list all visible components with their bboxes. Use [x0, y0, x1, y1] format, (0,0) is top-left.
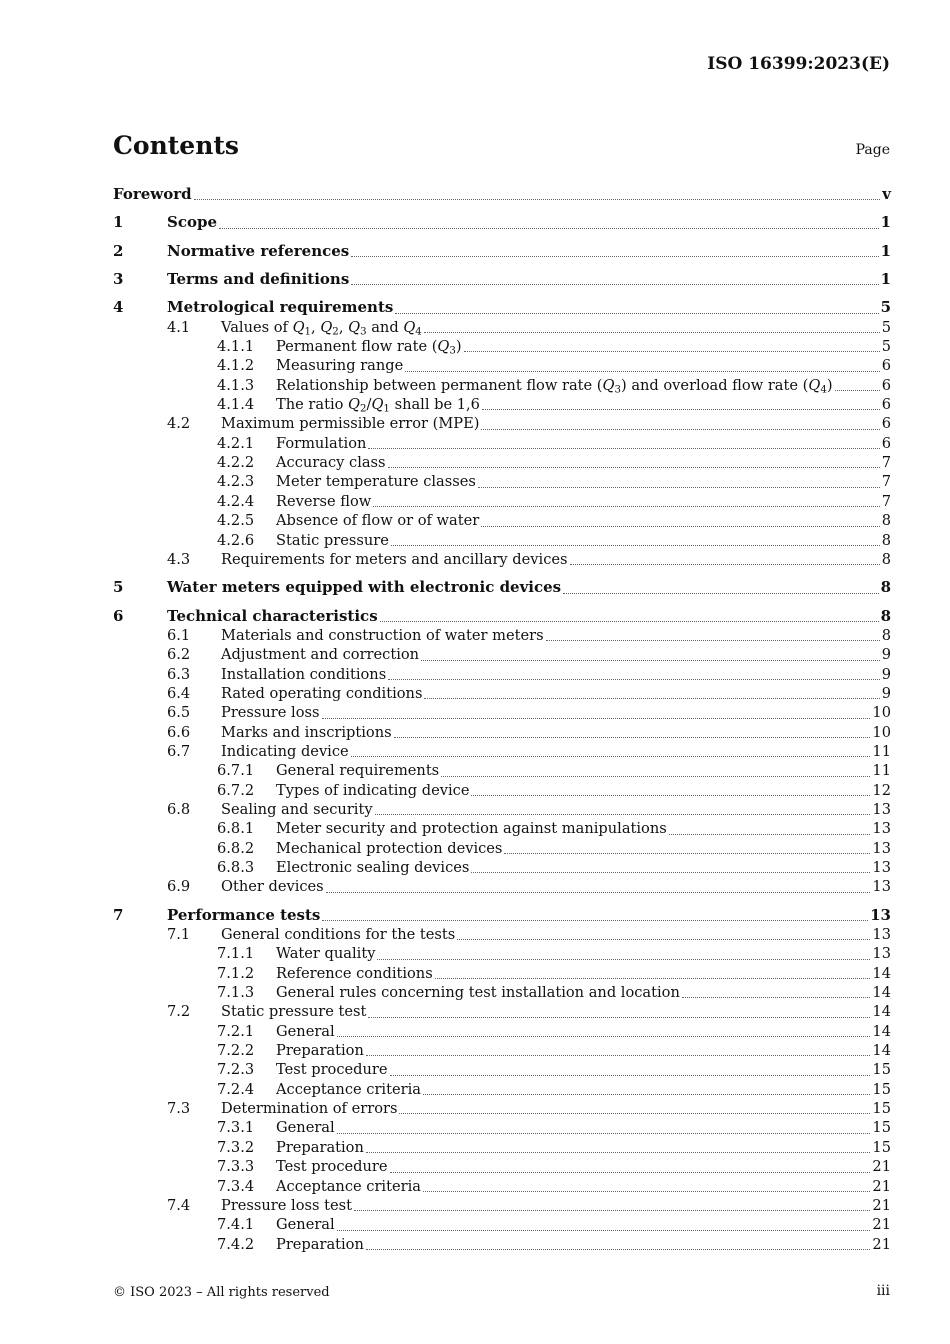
dot-leader — [423, 1094, 870, 1095]
toc-entry-number: 4.2.2 — [217, 454, 255, 472]
toc-entry-title: Reference conditions — [276, 964, 433, 982]
dot-leader — [457, 939, 870, 940]
toc-entry-page: 14 — [872, 1022, 891, 1040]
toc-entry[interactable] — [113, 376, 891, 395]
toc-entry-number: 4.1 — [167, 318, 191, 336]
dot-leader — [368, 448, 879, 449]
toc-entry-title: Meter security and protection against manipulations — [276, 820, 667, 838]
toc-entry[interactable] — [113, 858, 891, 877]
dot-leader — [835, 390, 880, 391]
toc-entry-number: 7.3.1 — [217, 1119, 255, 1137]
dot-leader — [471, 795, 870, 796]
toc-entry-number: 7.3.3 — [217, 1158, 255, 1176]
toc-entry-number: 6.7 — [167, 742, 191, 760]
toc-entry-page: 1 — [880, 241, 891, 260]
toc-entry-page: 15 — [872, 1138, 891, 1156]
toc-entry-page: 8 — [881, 512, 891, 530]
toc-entry-page: 8 — [881, 550, 891, 568]
toc-entry[interactable] — [113, 298, 891, 317]
dot-leader — [366, 1249, 871, 1250]
toc-entry-title: Acceptance criteria — [276, 1080, 421, 1098]
document-id: ISO 16399:2023(E) — [707, 54, 890, 74]
toc-entry-title: General — [276, 1022, 335, 1040]
dot-leader — [481, 526, 879, 527]
toc-entry-page: 13 — [872, 839, 891, 857]
toc-entry[interactable] — [113, 1041, 891, 1060]
toc-entry-title: Preparation — [276, 1138, 364, 1156]
dot-leader — [424, 332, 880, 333]
dot-leader — [219, 228, 879, 229]
toc-entry-number: 4.2.6 — [217, 531, 255, 549]
toc-entry-number: 4.2 — [167, 415, 191, 433]
contents-heading: Contents — [113, 131, 240, 160]
toc-entry[interactable] — [113, 1002, 891, 1021]
dot-leader — [423, 1191, 870, 1192]
toc-entry-page: 9 — [881, 665, 891, 683]
toc-entry-number: 7.3.2 — [217, 1138, 255, 1156]
toc-entry-title: Accuracy class — [276, 454, 386, 472]
toc-entry-page: 7 — [881, 473, 891, 491]
toc-entry[interactable] — [113, 337, 891, 356]
dot-leader — [375, 814, 871, 815]
toc-entry-title: Indicating device — [221, 742, 349, 760]
toc-entry[interactable] — [113, 1177, 891, 1196]
dot-leader — [504, 853, 870, 854]
toc-entry[interactable] — [113, 550, 891, 569]
dot-leader — [337, 1230, 871, 1231]
toc-entry-page: 8 — [880, 606, 891, 625]
toc-entry-number: 7.1.3 — [217, 984, 255, 1002]
toc-entry-title: Mechanical protection devices — [276, 839, 503, 857]
toc-entry-title: Rated operating conditions — [221, 684, 423, 702]
toc-entry-page: 15 — [872, 1100, 891, 1118]
toc-entry-title: Performance tests — [167, 905, 321, 924]
toc-entry[interactable] — [113, 213, 891, 232]
dot-leader — [326, 892, 871, 893]
toc-entry[interactable] — [113, 645, 891, 664]
toc-entry-number: 7 — [113, 905, 124, 924]
toc-entry-number: 7.2.4 — [217, 1080, 255, 1098]
dot-leader — [373, 506, 879, 507]
toc-entry[interactable] — [113, 906, 891, 925]
toc-entry-title: Pressure loss test — [221, 1196, 352, 1214]
dot-leader — [337, 1036, 871, 1037]
toc-entry-number: 7.3.4 — [217, 1177, 255, 1195]
toc-entry-page: 6 — [881, 357, 891, 375]
dot-leader — [322, 920, 868, 921]
toc-entry-page: 13 — [872, 800, 891, 818]
toc-entry-title: General conditions for the tests — [221, 926, 456, 944]
dot-leader — [194, 199, 881, 200]
toc-entry-page: 6 — [881, 376, 891, 394]
toc-entry-title: Reverse flow — [276, 492, 372, 510]
toc-entry[interactable] — [113, 185, 891, 204]
toc-entry-title: Pressure loss — [221, 704, 320, 722]
toc-entry-page: 5 — [880, 298, 891, 317]
dot-leader — [481, 429, 879, 430]
toc-entry[interactable] — [113, 318, 891, 337]
toc-entry-page: v — [882, 185, 891, 203]
toc-entry[interactable] — [113, 626, 891, 645]
toc-entry-title: Test procedure — [276, 1158, 388, 1176]
toc-entry-number: 4.1.2 — [217, 357, 255, 375]
toc-entry-number: 6.8.1 — [217, 820, 255, 838]
toc-entry-number: 7.4.1 — [217, 1216, 255, 1234]
toc-entry[interactable] — [113, 472, 891, 491]
toc-entry-title: General rules concerning test installation and location — [276, 984, 680, 1002]
toc-entry[interactable] — [113, 270, 891, 289]
toc-entry-title: The ratio $Q_2/Q_1$ shall be 1,6 — [276, 396, 480, 415]
toc-entry-title: General — [276, 1216, 335, 1234]
dot-leader — [368, 1017, 870, 1018]
dot-leader — [388, 467, 880, 468]
toc-entry-title: Water quality — [276, 945, 376, 963]
toc-entry-page: 21 — [872, 1235, 891, 1253]
dot-leader — [366, 1152, 871, 1153]
toc-entry-page: 11 — [872, 742, 891, 760]
toc-entry-page: 13 — [872, 820, 891, 838]
toc-entry-number: 6.7.1 — [217, 762, 255, 780]
toc-entry-title: Preparation — [276, 1235, 364, 1253]
toc-entry[interactable] — [113, 665, 891, 684]
toc-entry-title: Absence of flow or of water — [276, 512, 480, 530]
toc-entry-title: Values of $Q_1$, $Q_2$, $Q_3$ and $Q_4$ — [221, 318, 422, 338]
toc-entry-title: Water meters equipped with electronic devices — [167, 578, 562, 597]
toc-entry-title: Metrological requirements — [167, 298, 394, 317]
dot-leader — [394, 737, 871, 738]
toc-entry[interactable] — [113, 511, 891, 530]
toc-entry-page: 21 — [872, 1158, 891, 1176]
toc-entry[interactable] — [113, 944, 891, 963]
toc-entry-title: Measuring range — [276, 357, 404, 375]
toc-entry-title: Maximum permissible error (MPE) — [221, 415, 480, 433]
toc-entry-number: 4.2.5 — [217, 512, 255, 530]
toc-entry-page: 8 — [880, 578, 891, 597]
dot-leader — [380, 621, 879, 622]
toc-entry-title: Adjustment and correction — [221, 646, 420, 664]
toc-entry[interactable] — [113, 1099, 891, 1118]
toc-entry[interactable] — [113, 1080, 891, 1099]
toc-entry-page: 7 — [881, 492, 891, 510]
toc-entry[interactable] — [113, 578, 891, 597]
toc-entry-number: 7.4 — [167, 1196, 191, 1214]
toc-entry[interactable] — [113, 1196, 891, 1215]
toc-entry-number: 6.9 — [167, 878, 191, 896]
page-number: iii — [876, 1283, 890, 1299]
toc-entry[interactable] — [113, 434, 891, 453]
dot-leader — [424, 698, 879, 699]
toc-entry-number: 4.2.1 — [217, 434, 255, 452]
toc-entry-title: Relationship between permanent flow rate $(Q_3)$ and overload flow rate $(Q_4)$ — [276, 376, 833, 396]
toc-entry-number: 7.1.2 — [217, 964, 255, 982]
toc-entry-page: 14 — [872, 1003, 891, 1021]
toc-entry-number: 4.2.3 — [217, 473, 255, 491]
toc-entry-page: 9 — [881, 684, 891, 702]
toc-entry-number: 6.1 — [167, 626, 191, 644]
toc-entry[interactable] — [113, 684, 891, 703]
toc-entry-page: 13 — [872, 926, 891, 944]
toc-entry-page: 13 — [872, 945, 891, 963]
toc-entry-title: Normative references — [167, 241, 350, 260]
toc-entry-title: Requirements for meters and ancillary devices — [221, 550, 568, 568]
toc-entry[interactable] — [113, 453, 891, 472]
toc-entry-title: Other devices — [221, 878, 324, 896]
table-of-contents — [113, 185, 891, 1254]
toc-entry[interactable] — [113, 607, 891, 626]
toc-entry[interactable] — [113, 800, 891, 819]
dot-leader — [478, 487, 880, 488]
toc-entry-title: Static pressure — [276, 531, 389, 549]
toc-entry[interactable] — [113, 414, 891, 433]
dot-leader — [390, 1075, 871, 1076]
toc-entry-number: 6.3 — [167, 665, 191, 683]
toc-entry[interactable] — [113, 1215, 891, 1234]
toc-entry[interactable] — [113, 781, 891, 800]
toc-entry[interactable] — [113, 723, 891, 742]
toc-entry-page: 12 — [872, 781, 891, 799]
dot-leader — [435, 978, 871, 979]
dot-leader — [405, 371, 879, 372]
toc-entry-number: 4.3 — [167, 550, 191, 568]
toc-entry[interactable] — [113, 1118, 891, 1137]
toc-entry-number: 7.1 — [167, 926, 191, 944]
toc-entry[interactable] — [113, 1022, 891, 1041]
toc-entry-number: 5 — [113, 578, 124, 597]
toc-entry[interactable] — [113, 761, 891, 780]
toc-entry-number: 4.1.3 — [217, 376, 255, 394]
toc-entry-page: 21 — [872, 1196, 891, 1214]
toc-entry[interactable] — [113, 1157, 891, 1176]
toc-entry[interactable] — [113, 492, 891, 511]
toc-entry-page: 11 — [872, 762, 891, 780]
dot-leader — [377, 959, 870, 960]
copyright-notice: © ISO 2023 – All rights reserved — [113, 1285, 330, 1300]
toc-entry[interactable] — [113, 1060, 891, 1079]
toc-entry-number: 6.5 — [167, 704, 191, 722]
toc-entry-title: Scope — [167, 213, 218, 232]
toc-entry[interactable] — [113, 839, 891, 858]
toc-entry-page: 15 — [872, 1080, 891, 1098]
dot-leader — [570, 564, 880, 565]
toc-entry-page: 5 — [881, 338, 891, 356]
toc-entry-page: 10 — [872, 704, 891, 722]
dot-leader — [351, 256, 878, 257]
toc-entry-number: 6.8.2 — [217, 839, 255, 857]
dot-leader — [471, 872, 870, 873]
dot-leader — [322, 718, 871, 719]
toc-entry[interactable] — [113, 819, 891, 838]
toc-entry[interactable] — [113, 925, 891, 944]
toc-entry-title: Installation conditions — [221, 665, 387, 683]
toc-entry-page: 14 — [872, 984, 891, 1002]
toc-entry-number: 4.1.1 — [217, 338, 255, 356]
dot-leader — [546, 640, 880, 641]
toc-entry[interactable] — [113, 964, 891, 983]
toc-entry-page: 13 — [872, 878, 891, 896]
toc-entry[interactable] — [113, 531, 891, 550]
toc-entry-title: Acceptance criteria — [276, 1177, 421, 1195]
toc-entry-number: 7.1.1 — [217, 945, 255, 963]
toc-entry-number: 6.4 — [167, 684, 191, 702]
toc-entry-page: 1 — [880, 213, 891, 232]
toc-entry-page: 14 — [872, 964, 891, 982]
toc-entry-number: 4 — [113, 298, 124, 317]
toc-entry-number: 6.6 — [167, 723, 191, 741]
dot-leader — [354, 1210, 870, 1211]
toc-entry-page: 21 — [872, 1216, 891, 1234]
dot-leader — [421, 660, 880, 661]
toc-entry-title: Determination of errors — [221, 1100, 398, 1118]
toc-entry-page: 9 — [881, 646, 891, 664]
toc-entry-page: 13 — [872, 859, 891, 876]
toc-entry-number: 4.1.4 — [217, 396, 255, 414]
dot-leader — [669, 834, 871, 835]
page-column-label: Page — [855, 142, 890, 158]
toc-entry-page: 15 — [872, 1061, 891, 1079]
toc-entry-number: 7.2 — [167, 1003, 191, 1021]
toc-entry-number: 7.2.3 — [217, 1061, 255, 1079]
toc-entry-page: 8 — [881, 531, 891, 549]
toc-entry-title: Permanent flow rate $(Q_3)$ — [276, 338, 462, 357]
toc-entry-page: 10 — [872, 723, 891, 741]
dot-leader — [682, 997, 871, 998]
toc-entry-page: 6 — [881, 415, 891, 433]
toc-entry-page: 13 — [870, 905, 891, 924]
toc-entry-title: Technical characteristics — [167, 606, 378, 625]
dot-leader — [441, 776, 870, 777]
toc-entry-title: Foreword — [113, 185, 192, 203]
toc-entry-number: 3 — [113, 270, 124, 289]
toc-entry-title: Test procedure — [276, 1061, 388, 1079]
toc-entry[interactable] — [113, 242, 891, 261]
toc-entry[interactable] — [113, 395, 891, 414]
toc-entry-number: 7.2.2 — [217, 1042, 255, 1060]
toc-entry-title: Marks and inscriptions — [221, 723, 392, 741]
dot-leader — [388, 679, 880, 680]
dot-leader — [351, 284, 878, 285]
toc-entry[interactable] — [113, 983, 891, 1002]
dot-leader — [395, 313, 878, 314]
toc-entry-number: 2 — [113, 241, 124, 260]
toc-entry-page: 21 — [872, 1177, 891, 1195]
toc-entry-title: Sealing and security — [221, 800, 373, 818]
toc-entry-number: 6.2 — [167, 646, 191, 664]
toc-entry-number: 7.4.2 — [217, 1235, 255, 1253]
toc-entry-number: 6.8 — [167, 800, 191, 818]
toc-entry[interactable] — [113, 703, 891, 722]
toc-entry-title: Static pressure test — [221, 1003, 367, 1021]
toc-entry-page: 5 — [881, 318, 891, 336]
toc-entry-title: Preparation — [276, 1042, 364, 1060]
toc-entry[interactable] — [113, 877, 891, 896]
toc-entry-page: 6 — [881, 434, 891, 452]
dot-leader — [390, 1172, 871, 1173]
toc-entry-title: Electronic sealing devices — [276, 859, 470, 876]
toc-entry-number: 7.3 — [167, 1100, 191, 1118]
toc-entry-number: 7.2.1 — [217, 1022, 255, 1040]
toc-entry-page: 1 — [880, 270, 891, 289]
toc-entry-page: 6 — [881, 396, 891, 414]
toc-entry-title: Types of indicating device — [276, 781, 470, 799]
toc-entry-title: General requirements — [276, 762, 440, 780]
toc-entry-page: 7 — [881, 454, 891, 472]
toc-entry-number: 6 — [113, 606, 124, 625]
dot-leader — [399, 1113, 870, 1114]
dot-leader — [464, 351, 880, 352]
toc-entry-title: Formulation — [276, 434, 367, 452]
toc-entry-number: 6.8.3 — [217, 859, 255, 876]
toc-entry-number: 6.7.2 — [217, 781, 255, 799]
dot-leader — [563, 593, 878, 594]
toc-entry-number: 4.2.4 — [217, 492, 255, 510]
dot-leader — [351, 756, 871, 757]
dot-leader — [482, 409, 880, 410]
toc-entry[interactable] — [113, 742, 891, 761]
toc-entry[interactable] — [113, 356, 891, 375]
toc-entry-title: General — [276, 1119, 335, 1137]
toc-entry-title: Meter temperature classes — [276, 473, 476, 491]
dot-leader — [337, 1133, 871, 1134]
dot-leader — [366, 1055, 871, 1056]
toc-entry-number: 1 — [113, 213, 124, 232]
toc-entry-title: Materials and construction of water meters — [221, 626, 544, 644]
toc-entry-title: Terms and definitions — [167, 270, 350, 289]
toc-entry[interactable] — [113, 1235, 891, 1254]
toc-entry-page: 15 — [872, 1119, 891, 1137]
toc-entry[interactable] — [113, 1138, 891, 1157]
toc-entry-page: 14 — [872, 1042, 891, 1060]
toc-entry-page: 8 — [881, 626, 891, 644]
dot-leader — [391, 545, 880, 546]
